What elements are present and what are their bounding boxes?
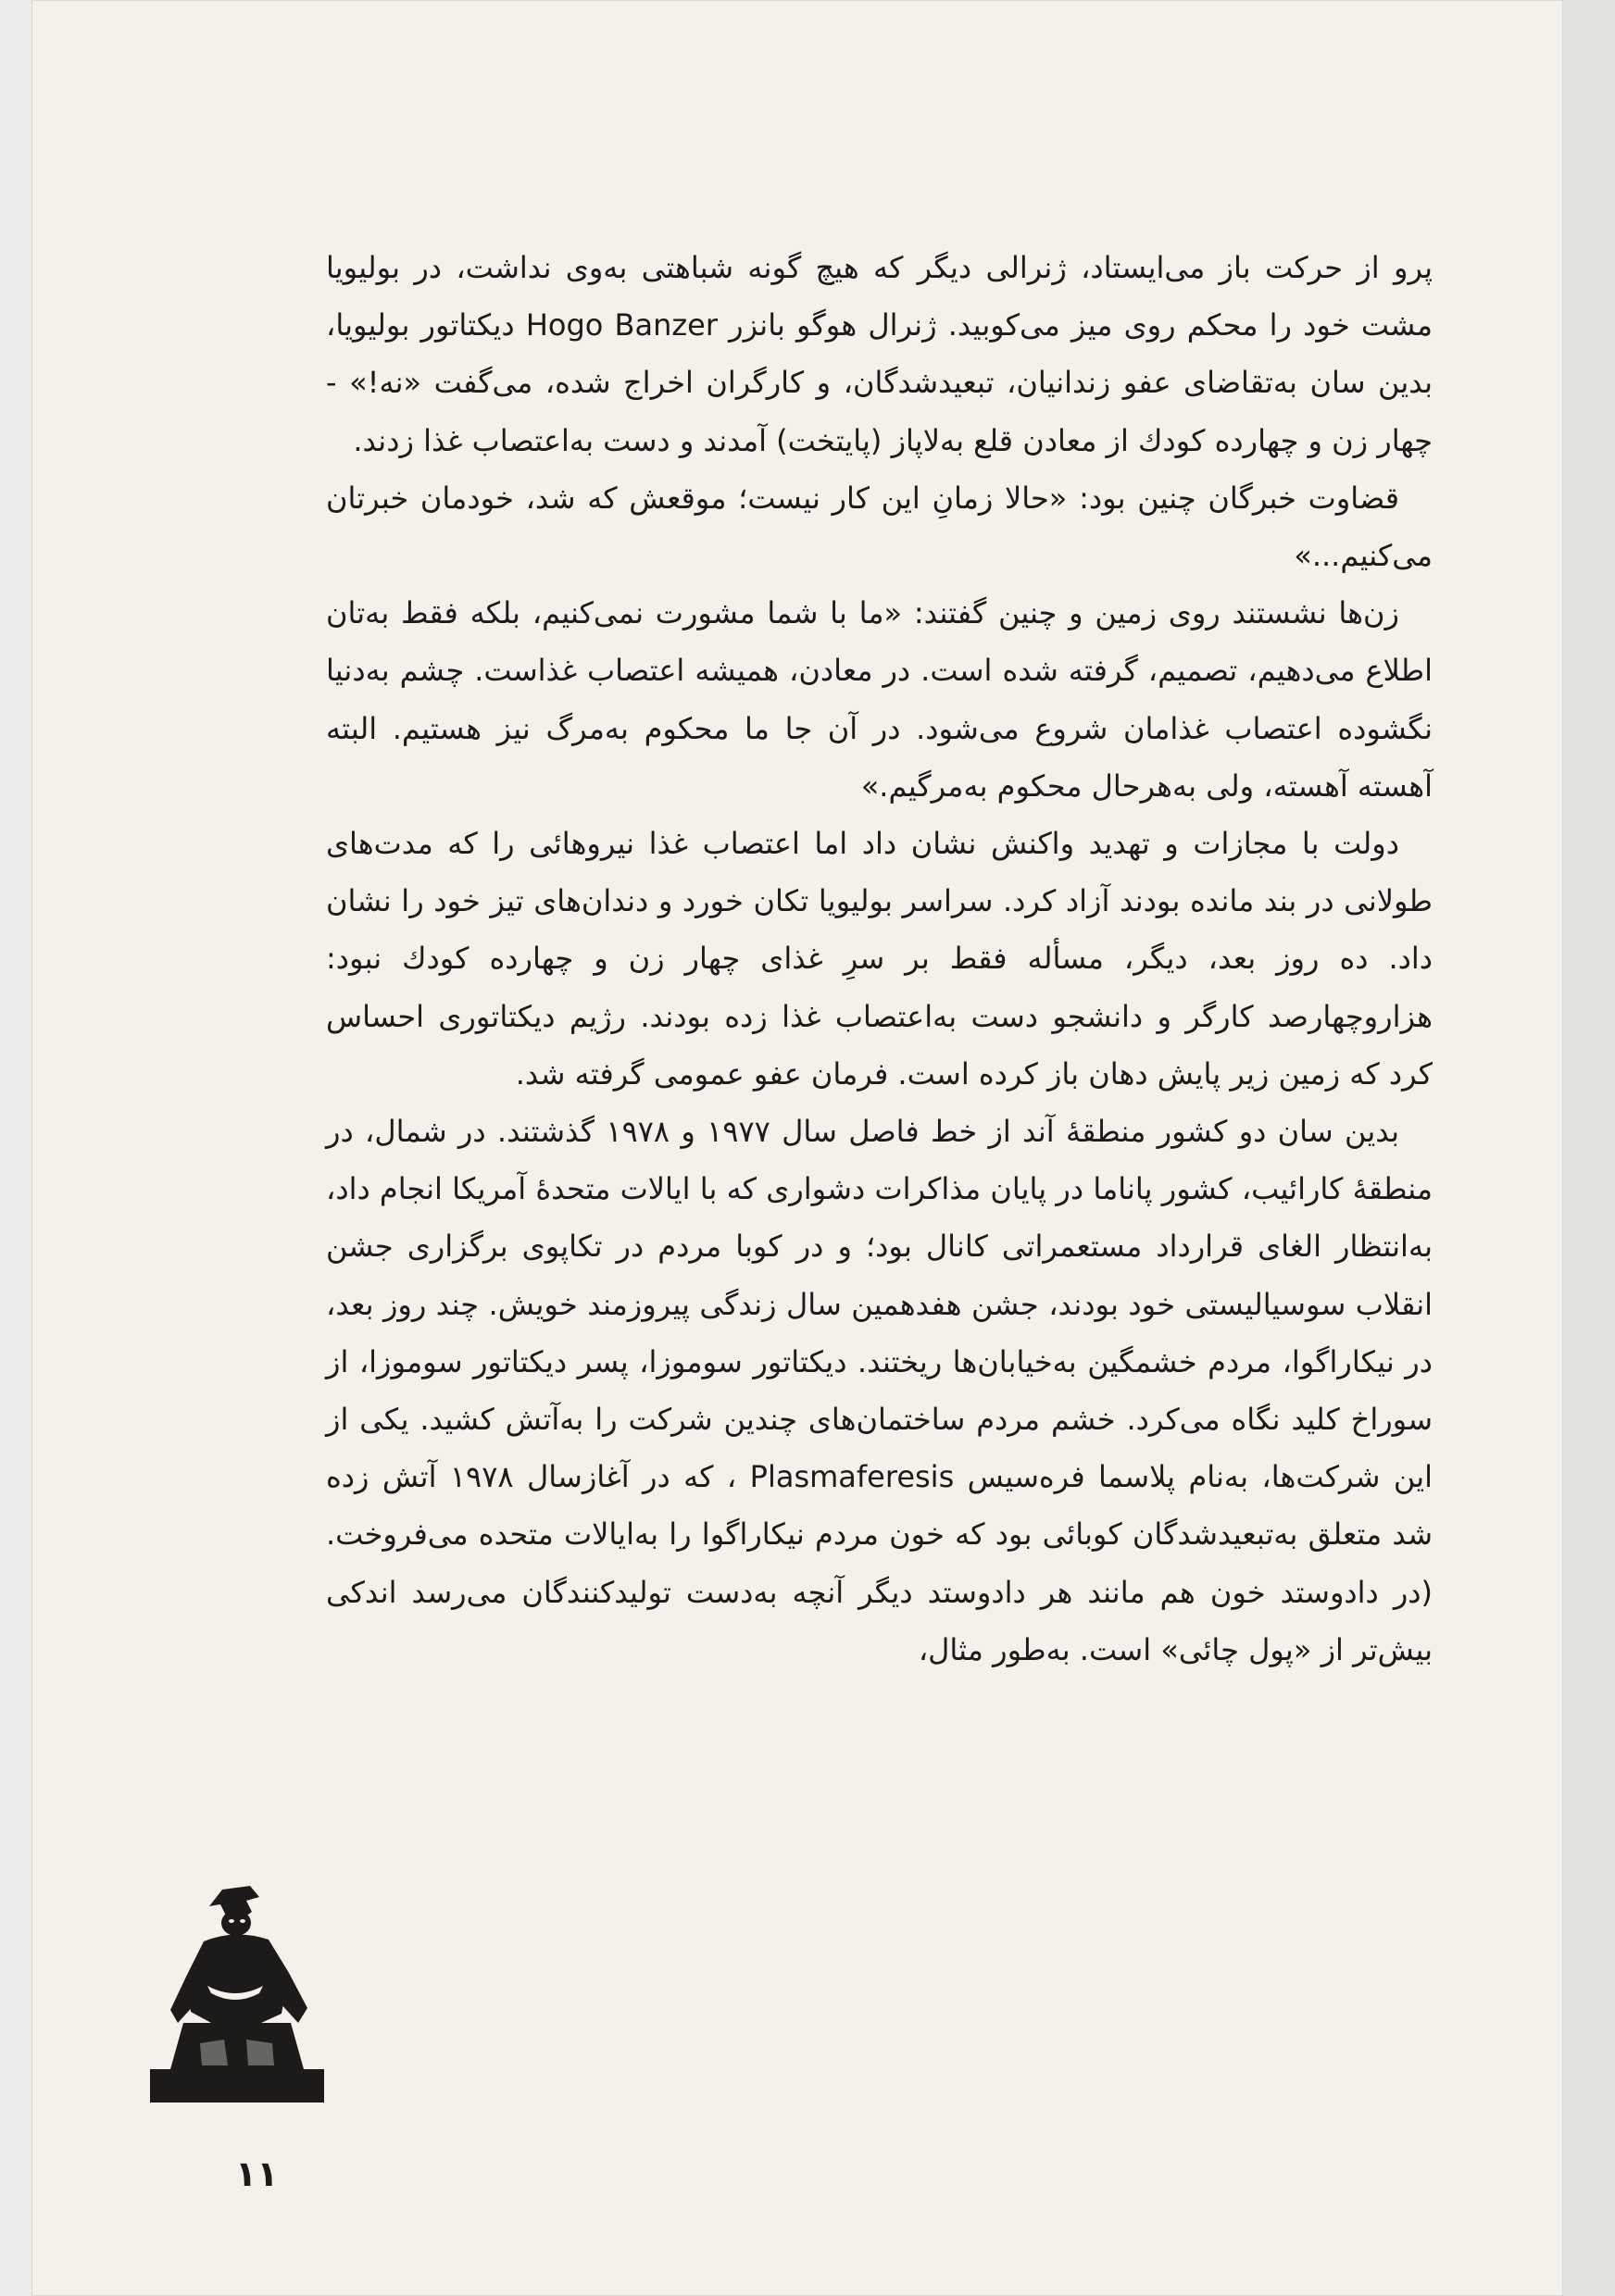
paragraph-bolivia-general: پرو از حرکت باز می‌ایستاد، ژنرالی دیگر که هیچ گونه شباهتی به‌وی نداشت، در بولیویا مشت خود را محکم روی میز می‌کوبید. ژنرال هوگو بانزر Hogo Banzer دیکتاتور بولیویا، بدین سان به‌تقاضای عفو زندانیان، تبعیدشدگان، و کارگران اخراج شده، می‌گفت «نه!» - چهار زن و چهارده کودك از معادن قلع به‌لاپاز (پایتخت) آمدند و دست به‌اعتصاب غذا زدند.	[326, 250, 1433, 458]
seated-figure-emblem-icon	[150, 1884, 324, 2103]
paragraph-andes-caribbean: بدین سان دو کشور منطقهٔ آند از خط فاصل سال ۱۹۷۷ و ۱۹۷۸ گذشتند. در شمال، در منطقهٔ کارائیب، کشور پاناما در پایان مذاکرات دشواری که با ایالات متحدهٔ آمریکا انجام داد، به‌انتظار الغای قرارداد مستعمراتی کانال بود؛ و در کوبا مردم در تکاپوی برگزاری جشن انقلاب سوسیالیستی خود بودند، جشن هفدهمین سال زندگی پیروزمند خویش. چند روز بعد، در نیکاراگوا، مردم خشمگین به‌خیابان‌ها ریختند. دیکتاتور سوموزا، پسر دیکتاتور سوموزا، از سوراخ کلید نگاه می‌کرد. خشم مردم ساختمان‌های چندین شرکت را به‌آتش کشید. یکی از این شرکت‌ها، به‌نام پلاسما فره‌سیس Plasmaferesis ، که در آغازسال ۱۹۷۸ آتش زده شد متعلق به‌تبعیدشدگان کوبائی بود که خون مردم نیکاراگوا را به‌ایالات متحده می‌فروخت. (در دادوستد خون هم مانند هر دادوستد دیگر آنچه به‌دست تولیدکنندگان می‌رسد اندکی بیش‌تر از «پول چائی» است. به‌طور مثال،	[326, 1114, 1433, 1667]
scan-margin	[1563, 0, 1615, 2296]
book-page	[31, 0, 1563, 2296]
paragraph-experts-judgement: قضاوت خبرگان چنین بود: «حالا زمانِ این کار نیست؛ موقعش که شد، خودمان خبرتان می‌کنیم...»	[326, 480, 1433, 574]
body-text	[326, 239, 1433, 1678]
paragraph-women-statement: زن‌ها نشستند روی زمین و چنین گفتند: «ما با شما مشورت نمی‌کنیم، بلکه فقط به‌تان اطلاع می‌دهیم، تصمیم، گرفته شده است. در معادن، همیشه اعتصاب غذاست. چشم به‌دنیا نگشوده اعتصاب غذامان شروع می‌شود. در آن جا ما محکوم به‌مرگ نیز هستیم. البته آهسته آهسته، ولی به‌هرحال محکوم به‌مرگیم.»	[326, 595, 1433, 804]
paragraph-government-reaction: دولت با مجازات و تهدید واکنش نشان داد اما اعتصاب غذا نیروهائی را که مدت‌های طولانی در بند مانده بودند آزاد کرد. سراسر بولیویا تکان خورد و دندان‌های تیز خود را نشان داد. ده روز بعد، دیگر، مسأله فقط بر سرِ غذای چهار زن و چهارده کودك نبود: هزاروچهارصد کارگر و دانشجو دست به‌اعتصاب غذا زده بودند. رژیم دیکتاتوری احساس کرد که زمین زیر پایش دهان باز کرده است. فرمان عفو عمومی گرفته شد.	[326, 826, 1433, 1092]
page-number: ۱۱	[235, 2153, 279, 2194]
